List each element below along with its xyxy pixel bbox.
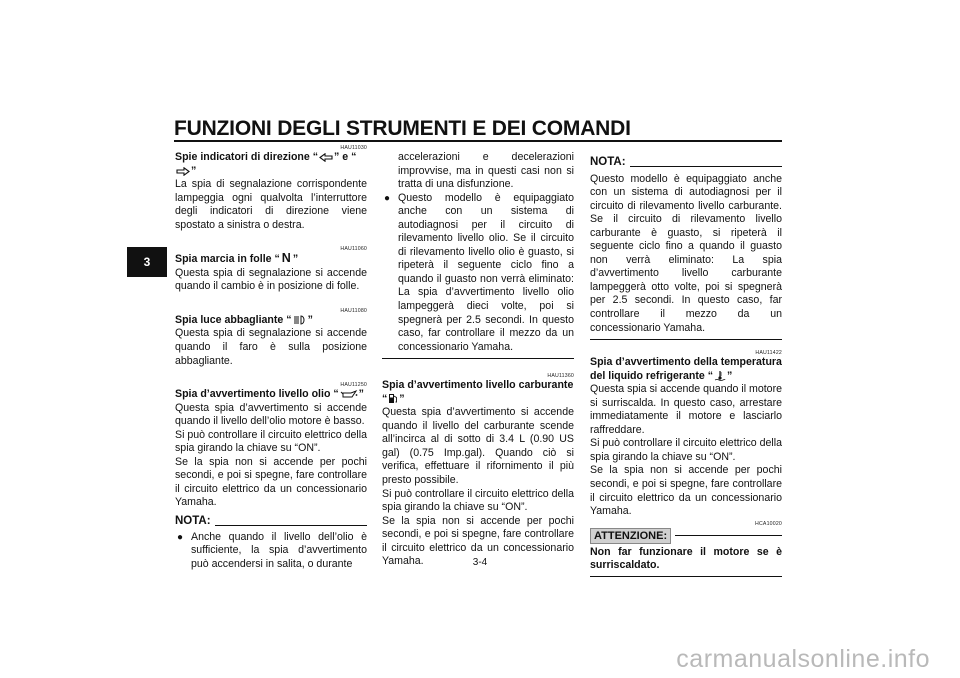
paragraph: Si può controllare il circuito elettrico della spia girando la chiave su “ON”. bbox=[175, 428, 367, 455]
oil-can-icon bbox=[340, 389, 358, 399]
section-title-neutral: Spia marcia in folle “ N ” bbox=[175, 251, 299, 266]
note-paragraph: Questo modello è equipaggiato anche con un sistema di autodiagnosi per il circuito di rilevamento livello carburante. Se il circuito di rilevamento livello carburante è guasto, si ripeterà il seguente ciclo fino a quando il guasto non verrà eliminato: La spia d’avvertimento livello carburante lampeggerà otto volte, poi si spegnerà per 2.5 secondi. In questo caso, far controllare il mezzo da un concessionario Yamaha. bbox=[590, 172, 782, 334]
note-rule bbox=[215, 525, 367, 526]
chapter-tab: 3 bbox=[127, 247, 167, 277]
section-code: HAU11360 bbox=[547, 373, 574, 380]
paragraph: Si può controllare il circuito elettrico della spia girando la chiave su “ON”. bbox=[590, 437, 782, 463]
paragraph: Se la spia non si accende per pochi secondi, e poi si spegne, fare controllare il circuito elettrico da un concessionario Yamaha. bbox=[175, 455, 367, 509]
section-title-fuel: Spia d’avvertimento livello carburante “ ” bbox=[382, 379, 574, 405]
column-right bbox=[590, 156, 782, 577]
neutral-symbol: N bbox=[281, 251, 291, 266]
paragraph: Questa spia di segnalazione si accende quando il cambio è in posizione di folle. bbox=[175, 266, 367, 293]
paragraph: Se la spia non si accende per pochi secondi, e poi si spegne, fare controllare il circuito elettrico da un concessionario Yamaha. bbox=[590, 464, 782, 518]
section-title-oil: Spia d’avvertimento livello olio “ ” bbox=[175, 388, 364, 401]
high-beam-icon bbox=[293, 315, 307, 325]
section-code: HAU11250 bbox=[340, 382, 367, 389]
list-item: ● Anche quando il livello dell’olio è sufficiente, la spia d’avvertimento può accendersi in salita, o durante bbox=[175, 531, 367, 572]
attention-end-rule bbox=[590, 576, 782, 577]
page-header: FUNZIONI DEGLI STRUMENTI E DEI COMANDI bbox=[174, 117, 631, 140]
header-rule bbox=[174, 140, 782, 142]
paragraph: Si può controllare il circuito elettrico della spia girando la chiave su “ON”. bbox=[382, 487, 574, 514]
right-arrow-icon bbox=[176, 167, 190, 176]
section-code: HAU11060 bbox=[340, 246, 367, 253]
note-label: NOTA: bbox=[590, 156, 626, 168]
section-code: HAU11030 bbox=[340, 145, 367, 151]
note-end-rule bbox=[382, 358, 574, 359]
note-rule bbox=[630, 166, 782, 167]
paragraph: Se la spia non si accende per pochi secondi, e poi si spegne, fare controllare il circuito elettrico da un concessionario Yamaha. bbox=[382, 514, 574, 568]
paragraph: Questa spia d’avvertimento si accende quando il livello dell’olio motore è basso. bbox=[175, 401, 367, 428]
list-item: ● Questo modello è equipaggiato anche con un sistema di autodiagnosi per il circuito di rilevamento livello olio. Se il circuito di rilevamento livello olio è guasto, si ripeterà il seguente ciclo fino a quando il guasto non verrà eliminato: La spia d’avvertimento livello olio lampeggerà dieci volte, poi si spegnerà per 2.5 secondi. In questo caso, far controllare il mezzo da un concessionario Yamaha. bbox=[382, 192, 574, 355]
fuel-pump-icon bbox=[388, 393, 398, 404]
column-middle bbox=[382, 151, 574, 569]
page-number: 3-4 bbox=[472, 557, 488, 568]
section-title-coolant: Spia d’avvertimento della temperatura del liquido refrigerante “ ” bbox=[590, 356, 782, 382]
section-code: HAU11080 bbox=[340, 307, 367, 314]
attention-label: ATTENZIONE: bbox=[590, 528, 671, 544]
section-title-turn-signals: Spie indicatori di direzione “ ” e “” bbox=[175, 151, 357, 177]
section-title-high-beam: Spia luce abbagliante “ ” bbox=[175, 313, 313, 326]
coolant-temperature-icon bbox=[714, 370, 726, 381]
note-heading bbox=[175, 515, 367, 529]
watermark: carmanualsonline.info bbox=[676, 645, 930, 673]
attention-heading bbox=[590, 528, 782, 544]
note-label: NOTA: bbox=[175, 515, 211, 528]
note-heading bbox=[590, 156, 782, 170]
paragraph: Questa spia di segnalazione si accende quando il faro è sulla posizione abbagliante. bbox=[175, 327, 367, 367]
section-code: HCA10020 bbox=[755, 520, 782, 527]
left-arrow-icon bbox=[319, 153, 333, 162]
paragraph: Questa spia d’avvertimento si accende quando il livello del carburante scende all’incirca al di sotto di 3.4 L (0.90 US gal) (0.75 Imp.gal). Quando ciò si verifica, effettuare il rifornimento il più presto possibile. bbox=[382, 406, 574, 487]
note-end-rule bbox=[590, 339, 782, 340]
list-item-continued: accelerazioni e decelerazioni improvvise, ma in questi casi non si tratta di una disfunzione. bbox=[398, 151, 574, 191]
paragraph: La spia di segnalazione corrispondente lampeggia ogni qualvolta l’interruttore degli indicatori di direzione viene spostato a sinistra o destra. bbox=[175, 178, 367, 231]
attention-text: Non far funzionare il motore se è surriscaldato. bbox=[590, 545, 782, 572]
column-left bbox=[175, 145, 367, 571]
attention-rule bbox=[675, 535, 782, 536]
paragraph: Questa spia si accende quando il motore si surriscalda. In questo caso, arrestare immediatamente il motore e lasciarlo raffreddare. bbox=[590, 383, 782, 436]
section-code: HAU11422 bbox=[755, 350, 782, 357]
note-list-continued bbox=[382, 151, 574, 354]
